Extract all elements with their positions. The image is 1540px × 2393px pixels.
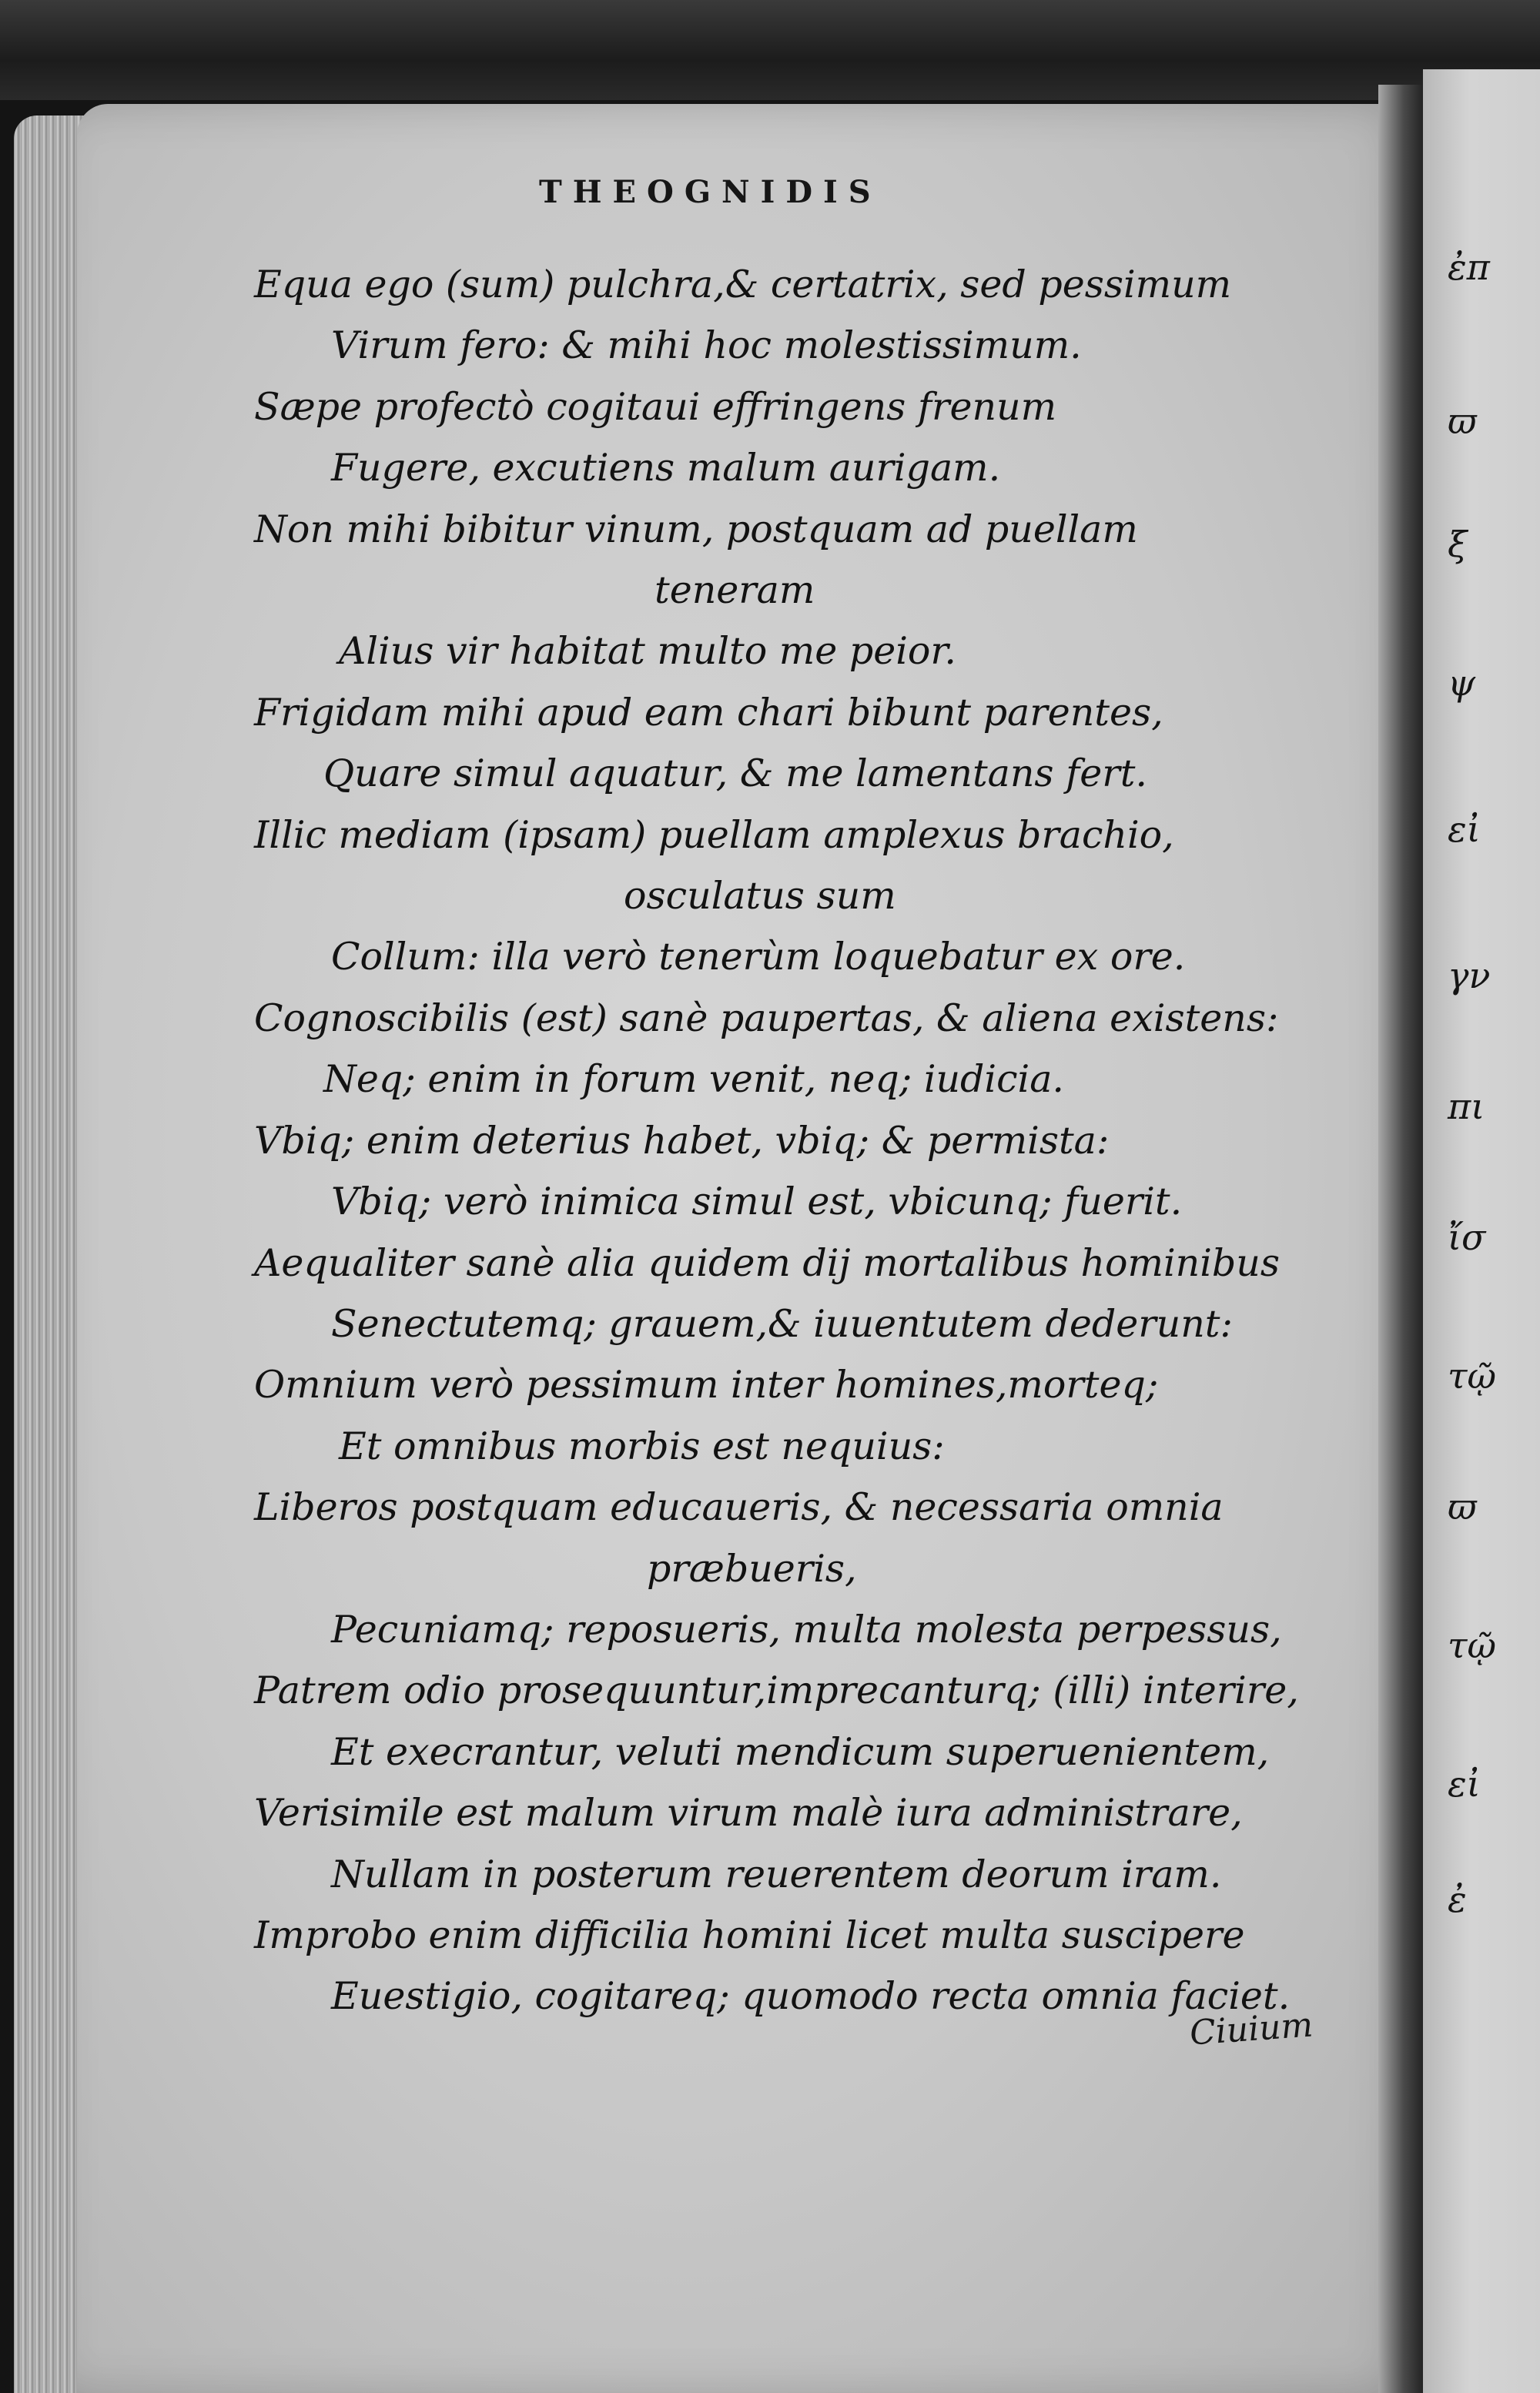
facing-page-fragment: πι bbox=[1448, 1086, 1485, 1127]
verse-line: Liberos postquam educaueris, & necessaria omnia bbox=[254, 1485, 1224, 1530]
facing-page-fragment: γν bbox=[1448, 955, 1491, 996]
facing-page-fragment: εἰ bbox=[1448, 1763, 1481, 1805]
facing-page-fragment: ἐπ bbox=[1448, 246, 1490, 288]
facing-page-fragment: ψ bbox=[1448, 662, 1476, 704]
verse-line: Alius vir habitat multo me peior. bbox=[339, 629, 956, 674]
facing-page-fragment: ἐ bbox=[1448, 1879, 1467, 1920]
verse-line: Sæpe profectò cogitaui effringens frenum bbox=[254, 384, 1057, 429]
verse-line: teneram bbox=[654, 568, 815, 613]
catchword: Ciuium bbox=[1188, 2005, 1314, 2053]
verse-line: Non mihi bibitur vinum, postquam ad puellam bbox=[254, 507, 1138, 551]
verse-line: Vbiq; enim deterius habet, vbiq; & permista: bbox=[254, 1118, 1110, 1163]
verse-line: Equa ego (sum) pulchra,& certatrix, sed pessimum bbox=[254, 263, 1232, 306]
facing-page-fragment: εἰ bbox=[1448, 808, 1481, 850]
verse-line: Collum: illa verò tenerùm loquebatur ex ore. bbox=[331, 935, 1186, 979]
verse-line: Improbo enim difficilia homini licet multa suscipere bbox=[254, 1913, 1245, 1957]
running-head: THEOGNIDIS bbox=[539, 174, 882, 210]
verse-line: Frigidam mihi apud eam chari bibunt parentes, bbox=[254, 690, 1163, 735]
verse-line: Senectutemq; grauem,& iuuentutem dederunt: bbox=[331, 1301, 1233, 1346]
verse-line: Quare simul aquatur, & me lamentans fert. bbox=[323, 751, 1147, 796]
verse-line: Cognoscibilis (est) sanè paupertas, & aliena existens: bbox=[254, 996, 1279, 1040]
verse-line: Vbiq; verò inimica simul est, vbicunq; fuerit. bbox=[331, 1180, 1183, 1224]
verse-line: Pecuniamq; reposueris, multa molesta perpessus, bbox=[331, 1607, 1282, 1652]
verse-line: Fugere, excutiens malum aurigam. bbox=[331, 446, 1001, 490]
facing-page-fragment: ϖ bbox=[1448, 1486, 1477, 1528]
verse-line: Illic mediam (ipsam) puellam amplexus brachio, bbox=[254, 812, 1174, 857]
verse-line: Aequaliter sanè alia quidem dij mortalibus hominibus bbox=[254, 1240, 1280, 1285]
facing-page-fragment: τῷ bbox=[1448, 1625, 1496, 1666]
book-gutter bbox=[1378, 85, 1424, 2393]
verse-line: Et execrantur, veluti mendicum superuenientem, bbox=[331, 1729, 1270, 1774]
book-top-edge bbox=[0, 0, 1540, 100]
verse-line: Euestigio, cogitareq; quomodo recta omnia faciet. bbox=[331, 1974, 1291, 2019]
facing-page-fragment: τῷ bbox=[1448, 1355, 1496, 1397]
verse-block bbox=[0, 254, 1378, 2027]
verse-line: Nullam in posterum reuerentem deorum iram. bbox=[331, 1852, 1222, 1896]
verse-line: præbueris, bbox=[647, 1546, 857, 1591]
verse-line: osculatus sum bbox=[624, 874, 896, 919]
verse-line: Verisimile est malum virum malè iura administrare, bbox=[254, 1791, 1243, 1836]
verse-line: Et omnibus morbis est nequius: bbox=[339, 1424, 945, 1468]
facing-page-fragment: ϖ bbox=[1448, 400, 1477, 442]
verse-line: Omnium verò pessimum inter homines,morteq; bbox=[254, 1363, 1159, 1407]
verse-line: Patrem odio prosequuntur,imprecanturq; (illi) interire, bbox=[254, 1668, 1299, 1713]
facing-page-fragment: ξ bbox=[1448, 524, 1468, 565]
verse-line: Neq; enim in forum venit, neq; iudicia. bbox=[323, 1057, 1064, 1102]
facing-page-fragment: ἴσ bbox=[1448, 1217, 1486, 1258]
verse-line: Virum fero: & mihi hoc molestissimum. bbox=[331, 323, 1082, 368]
